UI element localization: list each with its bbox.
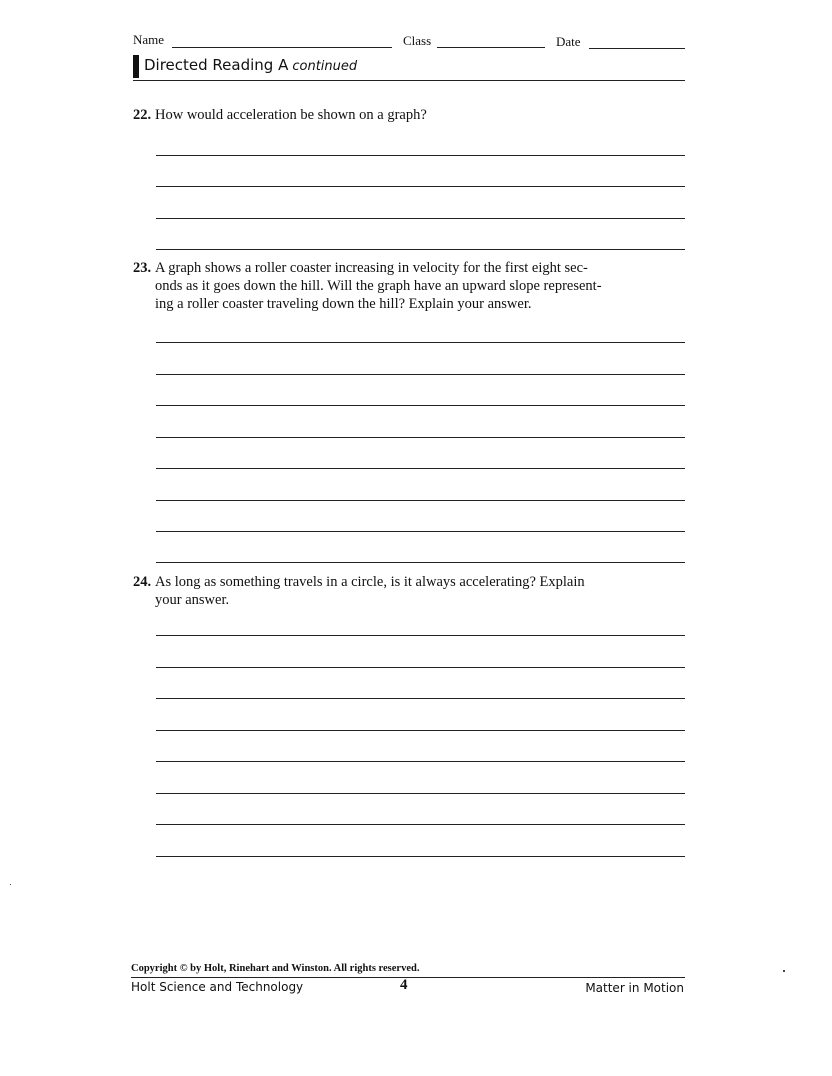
answer-line[interactable] [156,531,685,532]
page-title [144,56,357,74]
question-text-line: onds as it goes down the hill. Will the graph have an upward slope represent- [155,278,602,294]
answer-line[interactable] [156,761,685,762]
answer-line[interactable] [156,155,685,156]
class-field-line[interactable] [437,47,545,48]
answer-line[interactable] [156,562,685,563]
name-field-line[interactable] [172,47,392,48]
copyright-notice: Copyright © by Holt, Rinehart and Winston. All rights reserved. [131,963,420,974]
date-field-line[interactable] [589,48,685,49]
question-text-line: A graph shows a roller coaster increasing in velocity for the first eight sec- [155,260,588,276]
question-text-line: your answer. [155,592,230,608]
question-text-line: As long as something travels in a circle, is it always accelerating? Explain [155,574,585,590]
book-title: Matter in Motion [585,981,684,995]
publisher-name: Holt Science and Technology [131,980,304,994]
answer-line[interactable] [156,405,685,406]
question-text-line: ing a roller coaster traveling down the hill? Explain your answer. [155,296,532,312]
answer-line[interactable] [156,824,685,825]
title-bar-marker [133,55,139,78]
scan-speck [783,970,785,972]
answer-line[interactable] [156,374,685,375]
answer-line[interactable] [156,249,685,250]
answer-line[interactable] [156,342,685,343]
answer-line[interactable] [156,468,685,469]
answer-line[interactable] [156,667,685,668]
answer-line[interactable] [156,186,685,187]
answer-line[interactable] [156,218,685,219]
question-22 [133,106,681,124]
answer-line[interactable] [156,635,685,636]
answer-line[interactable] [156,698,685,699]
answer-line[interactable] [156,500,685,501]
answer-line[interactable] [156,793,685,794]
answer-line[interactable] [156,730,685,731]
name-label: Name [133,32,165,47]
answer-line[interactable] [156,437,685,438]
answer-line[interactable] [156,856,685,857]
question-text: How would acceleration be shown on a graph? [155,107,427,123]
question-number: 24. [133,574,152,590]
question-number: 22. [133,107,152,123]
scan-speck [10,884,11,885]
class-label: Class [403,33,432,48]
page-number: 4 [400,977,408,993]
date-label: Date [556,34,581,49]
footer-rule [131,977,685,978]
question-24 [133,573,681,608]
question-23 [133,259,681,312]
title-rule [133,80,685,81]
title-main: Directed Reading A [144,56,289,74]
title-suffix: continued [292,59,358,74]
question-number: 23. [133,260,152,276]
